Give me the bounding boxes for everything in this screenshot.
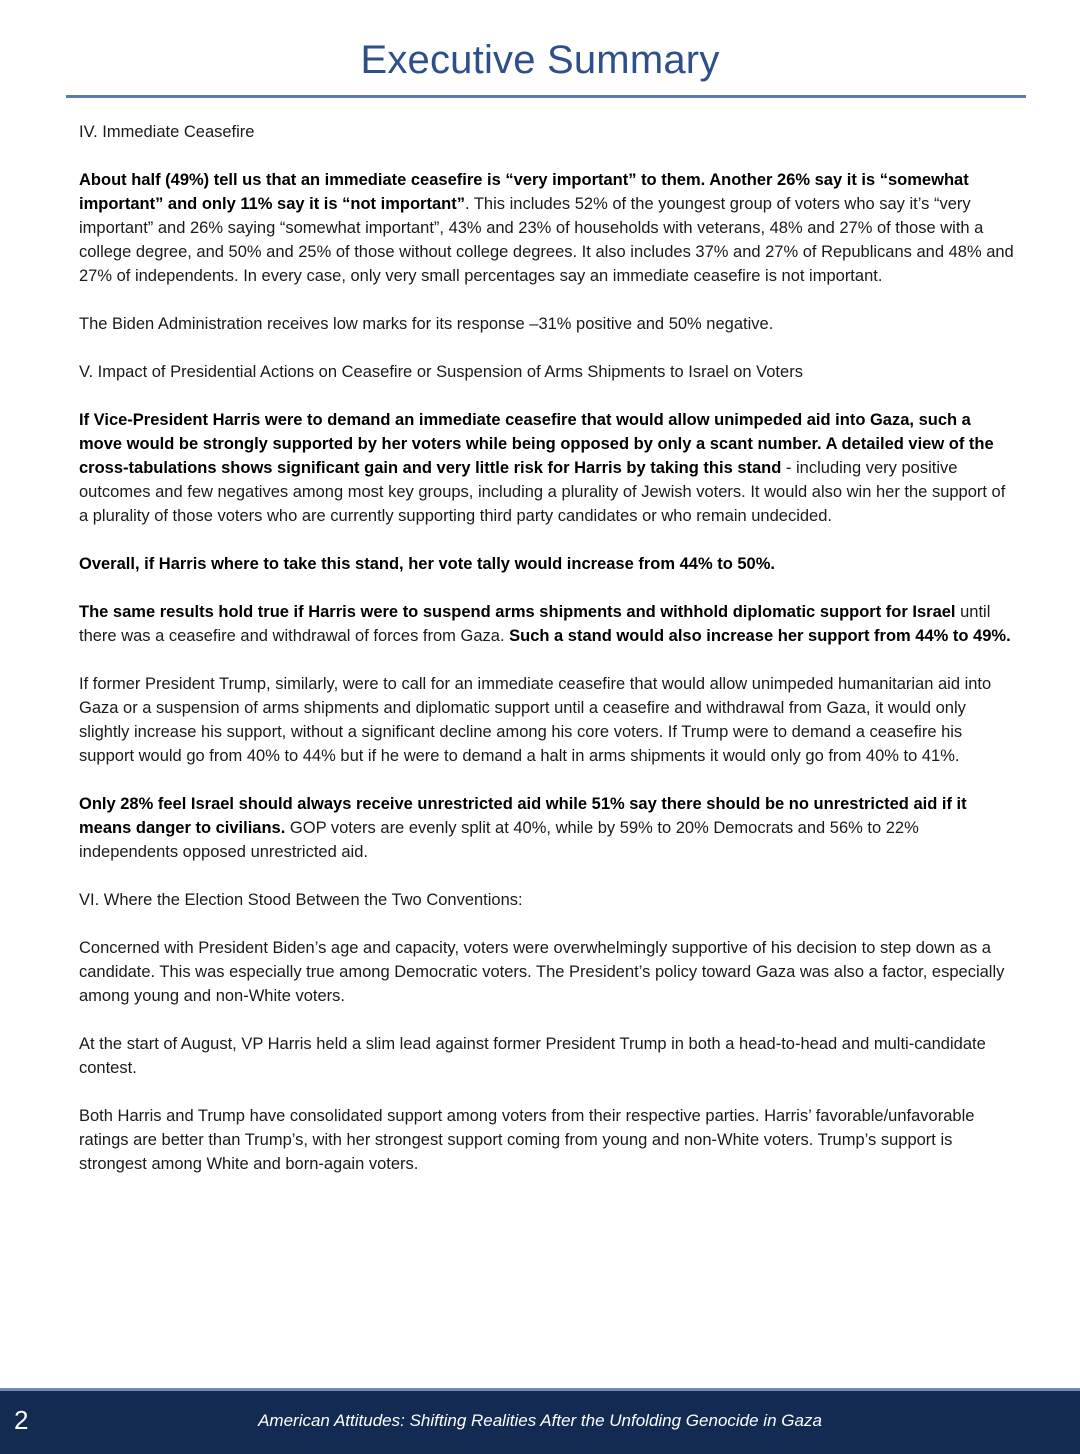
paragraph-biden-step-down: Concerned with President Biden’s age and capacity, voters were overwhelmingly supportive of his decision to step down as a candidate. This was especially true among Democratic voters. The President’s policy toward Gaza was also a factor, especially among young and non-White voters. <box>79 939 1005 1005</box>
section-heading-v: V. Impact of Presidential Actions on Ceasefire or Suspension of Arms Shipments to Israel on Voters <box>79 363 803 381</box>
bold-text: About half (49%) tell us that an immediate ceasefire is “very important” to them. Another 26% say it is “somewhat important” and only 11% say it is “not important” <box>79 171 969 213</box>
bold-text: If Vice-President Harris were to demand an immediate ceasefire that would allow unimpeded aid into Gaza, such a move would be strongly supported by her voters while being opposed by only a scant number. A detailed view of the cross-tabulations shows significant gain and very little risk for Harris by taking this stand <box>79 411 994 477</box>
paragraph-harris-lead: At the start of August, VP Harris held a slim lead against former President Trump in both a head-to-head and multi-candidate contest. <box>79 1035 986 1077</box>
page-number: 2 <box>14 1405 29 1435</box>
publication-title: American Attitudes: Shifting Realities After the Unfolding Genocide in Gaza <box>258 1411 822 1430</box>
section-heading-iv: IV. Immediate Ceasefire <box>79 123 255 141</box>
paragraph-arms-shipments <box>79 600 1014 648</box>
body-text: until there was a ceasefire and withdrawal of forces from Gaza. <box>79 603 991 645</box>
bold-text: Such a stand would also increase her support from 44% to 49%. <box>509 627 1011 645</box>
page-footer <box>0 1388 1080 1454</box>
body-text: . This includes 52% of the youngest group of voters who say it’s “very important” and 26% saying “somewhat important”, 43% and 23% of households with veterans, 48% and 27% of those with a college degree, and 50% and 25% of those without college degrees. It also includes 37% and 27% of Republicans and 48% and 27% of independents. In every case, only very small percentages say an immediate ceasefire is not important. <box>79 195 1014 285</box>
bold-text: Overall, if Harris where to take this stand, her vote tally would increase from 44% to 50%. <box>79 555 775 573</box>
paragraph-biden-response: The Biden Administration receives low marks for its response –31% positive and 50% negative. <box>79 315 774 333</box>
title-divider <box>66 95 1026 98</box>
document-body <box>79 120 1014 1200</box>
section-heading-vi: VI. Where the Election Stood Between the Two Conventions: <box>79 891 523 909</box>
bold-text: Only 28% feel Israel should always receive unrestricted aid while 51% say there should be no unrestricted aid if it means danger to civilians. <box>79 795 967 837</box>
paragraph-unrestricted-aid <box>79 792 1014 864</box>
paragraph-consolidated-support: Both Harris and Trump have consolidated support among voters from their respective parties. Harris’ favorable/unfavorable ratings are better than Trump’s, with her strongest support coming from young and non-White voters. Trump’s support is strongest among White and born-again voters. <box>79 1107 975 1173</box>
page-title: Executive Summary <box>360 38 720 82</box>
body-text: - including very positive outcomes and few negatives among most key groups, including a plurality of Jewish voters. It would also win her the support of a plurality of those voters who are currently supporting third party candidates or who remain undecided. <box>79 459 1006 525</box>
paragraph-ceasefire-importance <box>79 168 1014 288</box>
paragraph-harris-vote-tally <box>79 552 1014 576</box>
paragraph-trump-ceasefire: If former President Trump, similarly, were to call for an immediate ceasefire that would allow unimpeded humanitarian aid into Gaza or a suspension of arms shipments and diplomatic support until a ceasefire and withdrawal from Gaza, it would only slightly increase his support, without a significant decline among his core voters. If Trump were to demand a ceasefire his support would go from 40% to 44% but if he were to demand a halt in arms shipments it would only go from 40% to 41%. <box>79 675 992 765</box>
body-text: GOP voters are evenly split at 40%, while by 59% to 20% Democrats and 56% to 22% independents opposed unrestricted aid. <box>79 819 919 861</box>
paragraph-harris-ceasefire <box>79 408 1014 528</box>
bold-text: The same results hold true if Harris were to suspend arms shipments and withhold diplomatic support for Israel <box>79 603 956 621</box>
